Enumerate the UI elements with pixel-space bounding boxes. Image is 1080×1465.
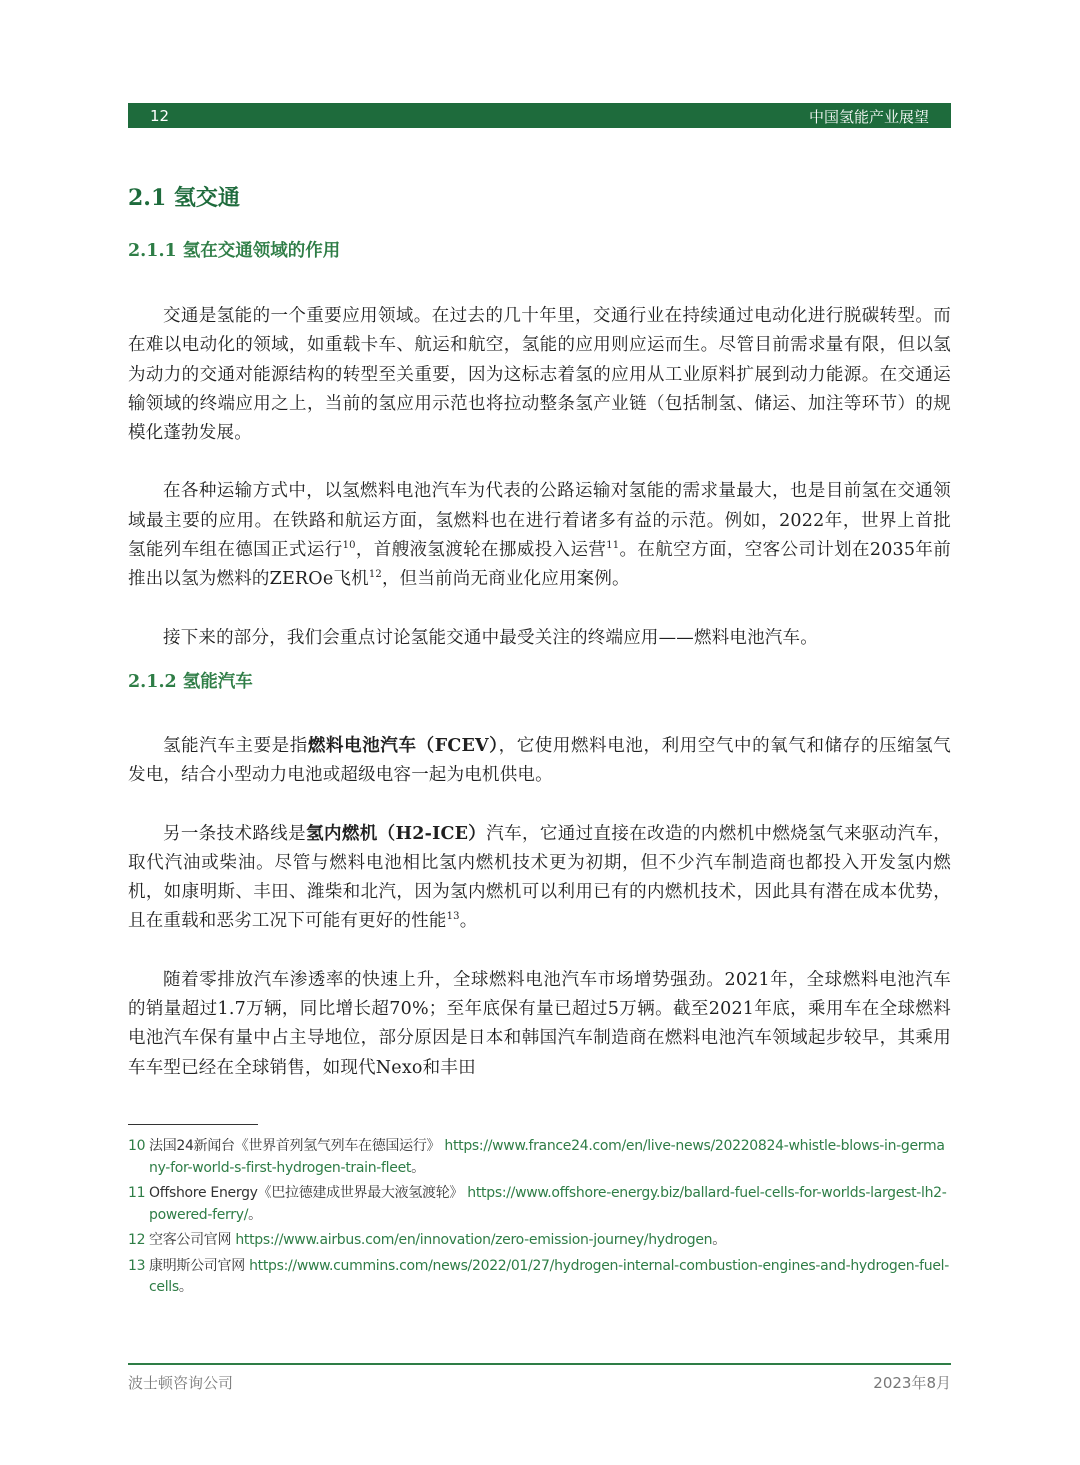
footnote-ref-12[interactable]: 12 — [368, 569, 382, 581]
term-fcev: 燃料电池汽车（FCEV） — [307, 735, 499, 756]
section-title: 2.1 氢交通 — [128, 185, 240, 211]
footnote-divider — [128, 1124, 258, 1125]
footnote-number: 11 — [128, 1185, 146, 1201]
subsection-title-hydrogen-vehicles: 2.1.2 氢能汽车 — [128, 671, 253, 692]
footnote-item — [128, 1230, 951, 1252]
paragraph-2-text-a: 在各种运输方式中，以氢燃料电池汽车为代表的公路运输对氢能的需求量最大，也是目前氢在交通领域最主要的应用。在铁路和航运方面，氢燃料也在进行着诸多有益的示范。例如，2022年，世界上首批氢能列车组在德国正式运行 — [128, 481, 951, 561]
publication-date: 2023年8月 — [873, 1374, 951, 1392]
footnote-link[interactable]: https://www.cummins.com/news/2022/01/27/hydrogen-internal-combustion-engines-and-hydrogen-fuel-cells — [149, 1257, 949, 1295]
footnote-ref-10[interactable]: 10 — [342, 540, 356, 552]
page-number: 12 — [150, 107, 170, 125]
term-h2-ice: 氢内燃机（H2-ICE） — [306, 823, 487, 844]
footnote-number: 12 — [128, 1232, 146, 1248]
paragraph-2 — [128, 477, 951, 594]
footer-divider — [128, 1363, 951, 1365]
footnote-end: 。 — [712, 1232, 726, 1248]
paragraph-4-text-b: ，它使用燃料电池，利用空气中的氧气和储存的压缩氢气发电，结合小型动力电池或超级电容一起为电机供电。 — [128, 735, 952, 786]
footnote-end: 。 — [178, 1279, 193, 1295]
footnote-item — [128, 1183, 951, 1226]
paragraph-5 — [128, 820, 951, 937]
main-content — [128, 176, 951, 1083]
footnote-text: Offshore Energy《巴拉德建成世界最大液氢渡轮》 — [149, 1185, 464, 1201]
subsection-title-role: 2.1.1 氢在交通领域的作用 — [128, 241, 341, 261]
footnote-ref-13[interactable]: 13 — [446, 911, 460, 923]
footnote-link[interactable]: https://www.airbus.com/en/innovation/zero-emission-journey/hydrogen — [235, 1232, 713, 1248]
footnote-text: 法国24新闻台《世界首列氢气列车在德国运行》 — [149, 1138, 441, 1154]
footnote-link[interactable]: https://www.france24.com/en/live-news/20220824-whistle-blows-in-germany-for-world-s-first-hydrogen-train-fleet — [149, 1138, 945, 1176]
footnote-item — [128, 1136, 951, 1179]
paragraph-2-text-d: ，但当前尚无商业化应用案例。 — [381, 569, 630, 590]
footnote-text: 空客公司官网 — [149, 1232, 232, 1248]
page-header-bar — [128, 103, 951, 128]
footnote-item — [128, 1256, 951, 1299]
footnote-end: 。 — [248, 1206, 262, 1223]
footnote-number: 13 — [128, 1257, 146, 1274]
paragraph-5-text-b: 汽车，它通过直接在改造的内燃机中燃烧氢气来驱动汽车，取代汽油或柴油。尽管与燃料电池相比氢内燃机技术更为初期，但不少汽车制造商也都投入开发氢内燃机，如康明斯、丰田、潍柴和北汽，因为氢内燃机可以利用已有的内燃机技术，因此具有潜在成本优势，且在重载和恶劣工况下可能有更好的性能 — [128, 823, 952, 932]
footnote-text: 康明斯公司官网 — [149, 1257, 245, 1274]
document-title: 中国氢能产业展望 — [808, 108, 929, 126]
paragraph-2-text-b: ，首艘液氢渡轮在挪威投入运营 — [355, 540, 607, 561]
paragraph-3: 接下来的部分，我们会重点讨论氢能交通中最受关注的终端应用——燃料电池汽车。 — [163, 627, 818, 648]
paragraph-6: 随着零排放汽车渗透率的快速上升，全球燃料电池汽车市场增势强劲。2021年，全球燃料电池汽车的销量超过1.7万辆，同比增长超70%；至年底保有量已超过5万辆。截至2021年底，乘用车在全球燃料电池汽车保有量中占主导地位，部分原因是日本和韩国汽车制造商在燃料电池汽车领域起步较早，其乘用车车型已经在全球销售，如现代Nexo和丰田 — [128, 969, 951, 1078]
paragraph-5-text-a: 另一条技术路线是 — [163, 823, 307, 844]
footnote-link[interactable]: https://www.offshore-energy.biz/ballard-fuel-cells-for-worlds-largest-lh2-powered-ferry/ — [149, 1185, 947, 1223]
paragraph-4-text-a: 氢能汽车主要是指 — [163, 735, 308, 756]
paragraph-2-text-c: 。在航空方面，空客公司计划在2035年前推出以氢为燃料的ZEROe飞机 — [128, 540, 951, 590]
footnote-ref-11[interactable]: 11 — [606, 540, 620, 552]
footnote-end: 。 — [411, 1159, 425, 1176]
paragraph-1: 交通是氢能的一个重要应用领域。在过去的几十年里，交通行业在持续通过电动化进行脱碳转型。而在难以电动化的领域，如重载卡车、航运和航空，氢能的应用则应运而生。尽管目前需求量有限，但以氢为动力的交通对能源结构的转型至关重要，因为这标志着氢的应用从工业原料扩展到动力能源。在交通运输领域的终端应用之上，当前的氢应用示范也将拉动整条氢产业链（包括制氢、储运、加注等环节）的规模化蓬勃发展。 — [128, 306, 951, 444]
footnote-number: 10 — [128, 1138, 146, 1154]
paragraph-4 — [128, 732, 951, 791]
publisher-name: 波士顿咨询公司 — [128, 1374, 234, 1392]
paragraph-5-text-end: 。 — [459, 911, 478, 932]
footnotes — [128, 1136, 951, 1303]
